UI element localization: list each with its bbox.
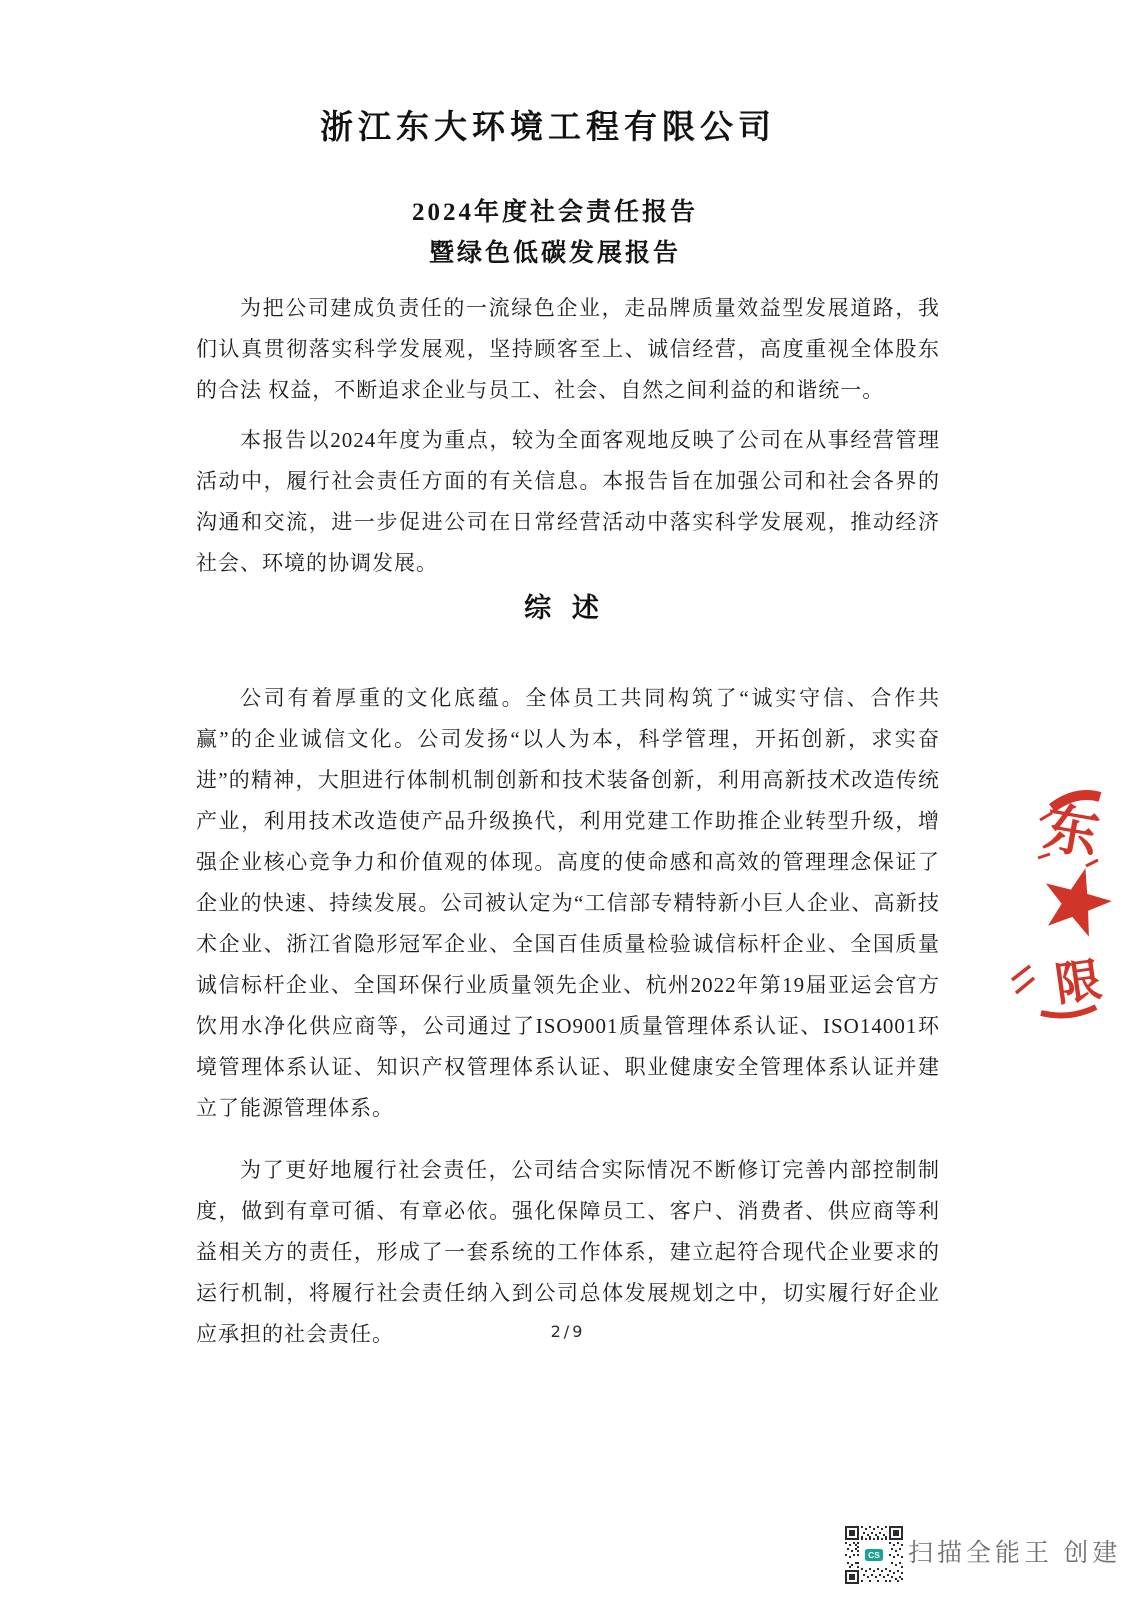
intro-section xyxy=(196,288,940,584)
scanner-credit-label: 扫描全能王 创建 xyxy=(908,1540,1122,1567)
company-title: 浙江东大环境工程有限公司 xyxy=(320,110,776,146)
seal-character-bottom: 限 xyxy=(1051,954,1105,1011)
section-heading: 综 述 xyxy=(524,593,606,623)
intro-paragraph-1: 为把公司建成负责任的一流绿色企业，走品牌质量效益型发展道路，我们认真贯彻落实科学发展观，坚持顾客至上、诚信经营，高度重视全体股东的合法 权益，不断追求企业与员工、社会、自然之间利益的和谐统一。 xyxy=(196,296,940,402)
company-seal-stamp xyxy=(1000,766,1115,1021)
seal-character-top: 东 xyxy=(1039,797,1104,867)
report-title-line1: 2024年度社会责任报告 xyxy=(411,199,698,226)
overview-paragraph-2: 为了更好地履行社会责任，公司结合实际情况不断修订完善内部控制制度，做到有章可循、有章必依。强化保障员工、客户、消费者、供应商等利益相关方的责任，形成了一套系统的工作体系，建立起符合现代企业要求的运行机制，将履行社会责任纳入到公司总体发展规划之中，切实履行好企业应承担的社会责任。 xyxy=(196,1158,940,1346)
intro-paragraph-2: 本报告以2024年度为重点，较为全面客观地反映了公司在从事经营管理活动中，履行社会责任方面的有关信息。本报告旨在加强公司和社会各界的沟通和交流，进一步促进公司在日常经营活动中落实科学发展观，推动经济社会、环境的协调发展。 xyxy=(196,428,940,575)
overview-paragraph-1: 公司有着厚重的文化底蕴。全体员工共同构筑了“诚实守信、合作共赢”的企业诚信文化。公司发扬“以人为本，科学管理，开拓创新，求实奋进”的精神，大胆进行体制机制创新和技术装备创新，利用高新技术改造传统产业，利用技术改造使产品升级换代，利用党建工作助推企业转型升级，增强企业核心竞争力和价值观的体现。高度的使命感和高效的管理理念保证了企业的快速、持续发展。公司被认定为“工信部专精特新小巨人企业、高新技术企业、浙江省隐形冠军企业、全国百佳质量检验诚信标杆企业、全国质量诚信标杆企业、全国环保行业质量领先企业、杭州2022年第19届亚运会官方饮用水净化供应商等，公司通过了ISO9001质量管理体系认证、ISO14001环境管理体系认证、知识产权管理体系认证、职业健康安全管理体系认证并建立了能源管理体系。 xyxy=(196,686,940,1120)
qr-center-logo-text: CS xyxy=(868,1550,880,1561)
report-title-line2: 暨绿色低碳发展报告 xyxy=(428,240,681,267)
seal-star-icon xyxy=(1046,868,1112,936)
overview-section xyxy=(196,678,940,1355)
camscanner-qr-code-icon xyxy=(845,1526,903,1584)
page-number: 2/9 xyxy=(550,1322,586,1341)
report-title xyxy=(0,192,1110,274)
seal-mark-bottom-left xyxy=(1012,966,1034,993)
